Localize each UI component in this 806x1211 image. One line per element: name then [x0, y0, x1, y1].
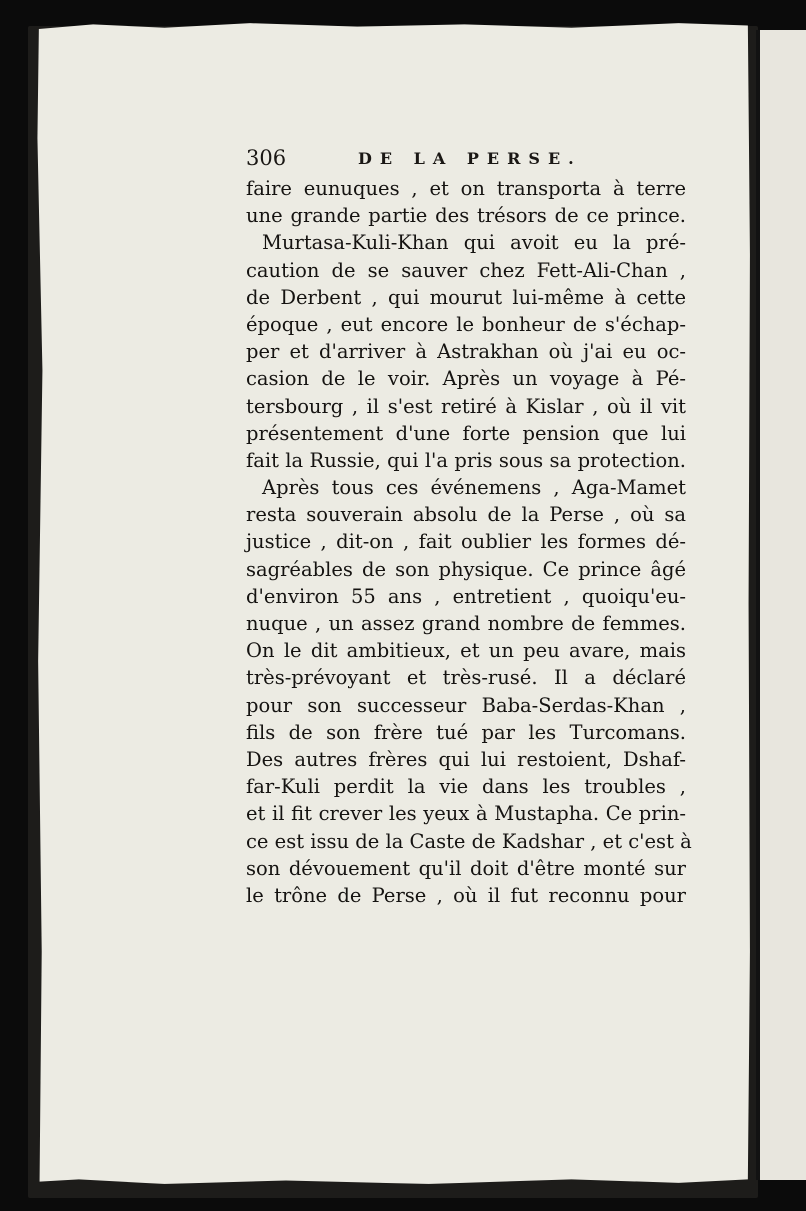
text-line: le trône de Perse , où il fut reconnu pour [246, 883, 686, 907]
text-line: époque , eut encore le bonheur de s'échap- [246, 312, 686, 336]
page-number: 306 [246, 146, 287, 170]
facing-page-edge [756, 30, 806, 1180]
text-line: une grande partie des trésors de ce prince. [246, 204, 686, 228]
text-line: fait la Russie, qui l'a pris sous sa protection. [246, 448, 686, 472]
text-line: faire eunuques , et on transporta à terre [246, 177, 686, 200]
page-header [246, 146, 686, 174]
text-line: d'environ 55 ans , entretient , quoiqu'eu- [246, 584, 686, 608]
text-line: et il fit crever les yeux à Mustapha. Ce prin- [246, 802, 686, 826]
text-line: de Derbent , qui mourut lui-même à cette [246, 285, 686, 309]
text-line: Murtasa-Kuli-Khan qui avoit eu la pré- [262, 231, 686, 255]
text-line: fils de son frère tué par les Turcomans. [246, 720, 686, 744]
text-line: très-prévoyant et très-rusé. Il a déclaré [246, 666, 686, 690]
text-line: ce est issu de la Caste de Kadshar , et c'est à [246, 829, 692, 853]
body-text [246, 175, 692, 909]
text-line: Après tous ces événemens , Aga-Mamet [262, 476, 686, 500]
text-line: Des autres frères qui lui restoient, Dshaf- [246, 747, 686, 771]
text-line: casion de le voir. Après un voyage à Pé- [246, 367, 686, 391]
text-line: caution de se sauver chez Fett-Ali-Chan , [246, 258, 686, 282]
text-line: per et d'arriver à Astrakhan où j'ai eu oc- [246, 340, 686, 364]
text-line: présentement d'une forte pension que lui [246, 421, 686, 445]
text-line: sagréables de son physique. Ce prince âgé [246, 557, 686, 581]
text-line: far-Kuli perdit la vie dans les troubles , [246, 775, 686, 799]
running-title: DE LA PERSE. [358, 149, 582, 168]
text-line: pour son successeur Baba-Serdas-Khan , [246, 693, 686, 717]
text-line: resta souverain absolu de la Perse , où sa [246, 503, 686, 527]
text-line: son dévouement qu'il doit d'être monté sur [246, 856, 686, 880]
text-line: justice , dit-on , fait oublier les formes dé- [246, 530, 686, 554]
text-line: nuque , un assez grand nombre de femmes. [246, 612, 686, 635]
text-line: On le dit ambitieux, et un peu avare, mais [246, 639, 686, 663]
text-line: tersbourg , il s'est retiré à Kislar , où il vit [246, 394, 686, 418]
